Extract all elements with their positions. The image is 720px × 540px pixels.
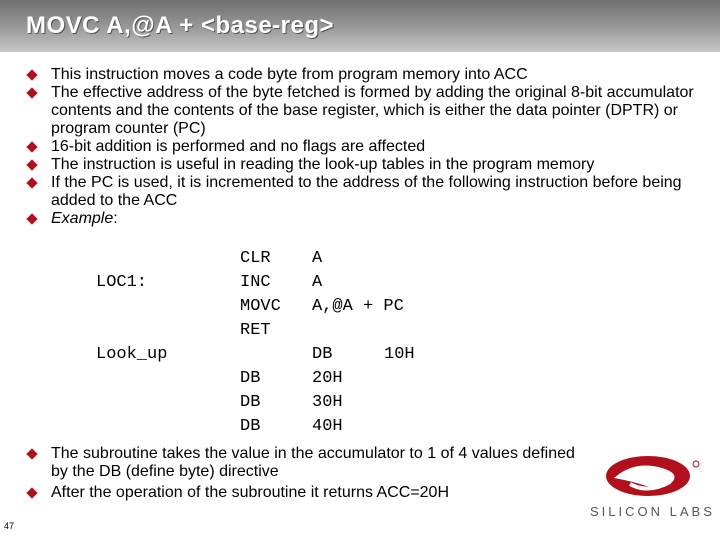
bullet-text: If the PC is used, it is incremented to the address of the following instruction before being added to the ACC bbox=[51, 174, 682, 209]
diamond-bullet-icon bbox=[26, 141, 37, 152]
bullet-item bbox=[28, 138, 708, 156]
code-mnemonic: DB bbox=[240, 369, 261, 388]
bullet-item bbox=[28, 156, 708, 174]
slide-title: MOVC A,@A + <base-reg> bbox=[26, 12, 335, 39]
bullet-text: The subroutine takes the value in the accumulator to 1 of 4 values defined by the DB (define byte) directive bbox=[51, 445, 575, 480]
bullet-item bbox=[28, 484, 588, 502]
bullet-item bbox=[28, 445, 588, 481]
code-mnemonic: DB bbox=[240, 393, 261, 412]
bullet-item bbox=[28, 66, 708, 84]
diamond-bullet-icon bbox=[26, 448, 37, 459]
code-operand: A,@A + PC bbox=[312, 297, 404, 316]
bullet-item bbox=[28, 210, 708, 228]
bullet-text: 16-bit addition is performed and no flags are affected bbox=[51, 138, 426, 155]
title-bar bbox=[0, 0, 720, 52]
code-mnemonic: MOVC bbox=[240, 297, 281, 316]
code-label: LOC1: bbox=[96, 273, 148, 292]
logo-text: SILICON LABS bbox=[590, 504, 715, 519]
code-mnemonic: CLR bbox=[240, 249, 271, 268]
diamond-bullet-icon bbox=[26, 69, 37, 80]
bullet-text: After the operation of the subroutine it returns ACC=20H bbox=[51, 484, 450, 501]
bullet-text: The instruction is useful in reading the look-up tables in the program memory bbox=[51, 156, 595, 173]
bullet-text: This instruction moves a code byte from program memory into ACC bbox=[51, 66, 528, 83]
code-operand: 30H bbox=[312, 393, 343, 412]
silicon-labs-logo bbox=[586, 454, 716, 526]
code-mnemonic: RET bbox=[240, 321, 271, 340]
code-operand: 20H bbox=[312, 369, 343, 388]
bullet-list-top bbox=[28, 66, 708, 228]
diamond-bullet-icon bbox=[26, 87, 37, 98]
code-label: Look_up bbox=[96, 345, 168, 364]
code-operand: A bbox=[312, 273, 323, 292]
code-operand: 40H bbox=[312, 417, 343, 436]
example-label: Example bbox=[51, 210, 114, 227]
code-operand: A bbox=[312, 249, 323, 268]
bullet-text: The effective address of the byte fetched is formed by adding the original 8-bit accumulator contents and the contents of the base register, which is either the data pointer (DPTR) or program counter (PC) bbox=[51, 84, 694, 137]
code-mnemonic: DB bbox=[312, 345, 333, 364]
code-mnemonic: DB bbox=[240, 417, 261, 436]
diamond-bullet-icon bbox=[26, 487, 37, 498]
diamond-bullet-icon bbox=[26, 177, 37, 188]
diamond-bullet-icon bbox=[26, 159, 37, 170]
page-number: 47 bbox=[4, 521, 15, 531]
code-operand: 10H bbox=[384, 345, 415, 364]
code-mnemonic: INC bbox=[240, 273, 271, 292]
bullet-item bbox=[28, 84, 708, 138]
diamond-bullet-icon bbox=[26, 213, 37, 224]
bullet-item bbox=[28, 174, 708, 210]
bullet-list-bottom bbox=[28, 445, 588, 502]
example-colon: : bbox=[113, 210, 118, 227]
